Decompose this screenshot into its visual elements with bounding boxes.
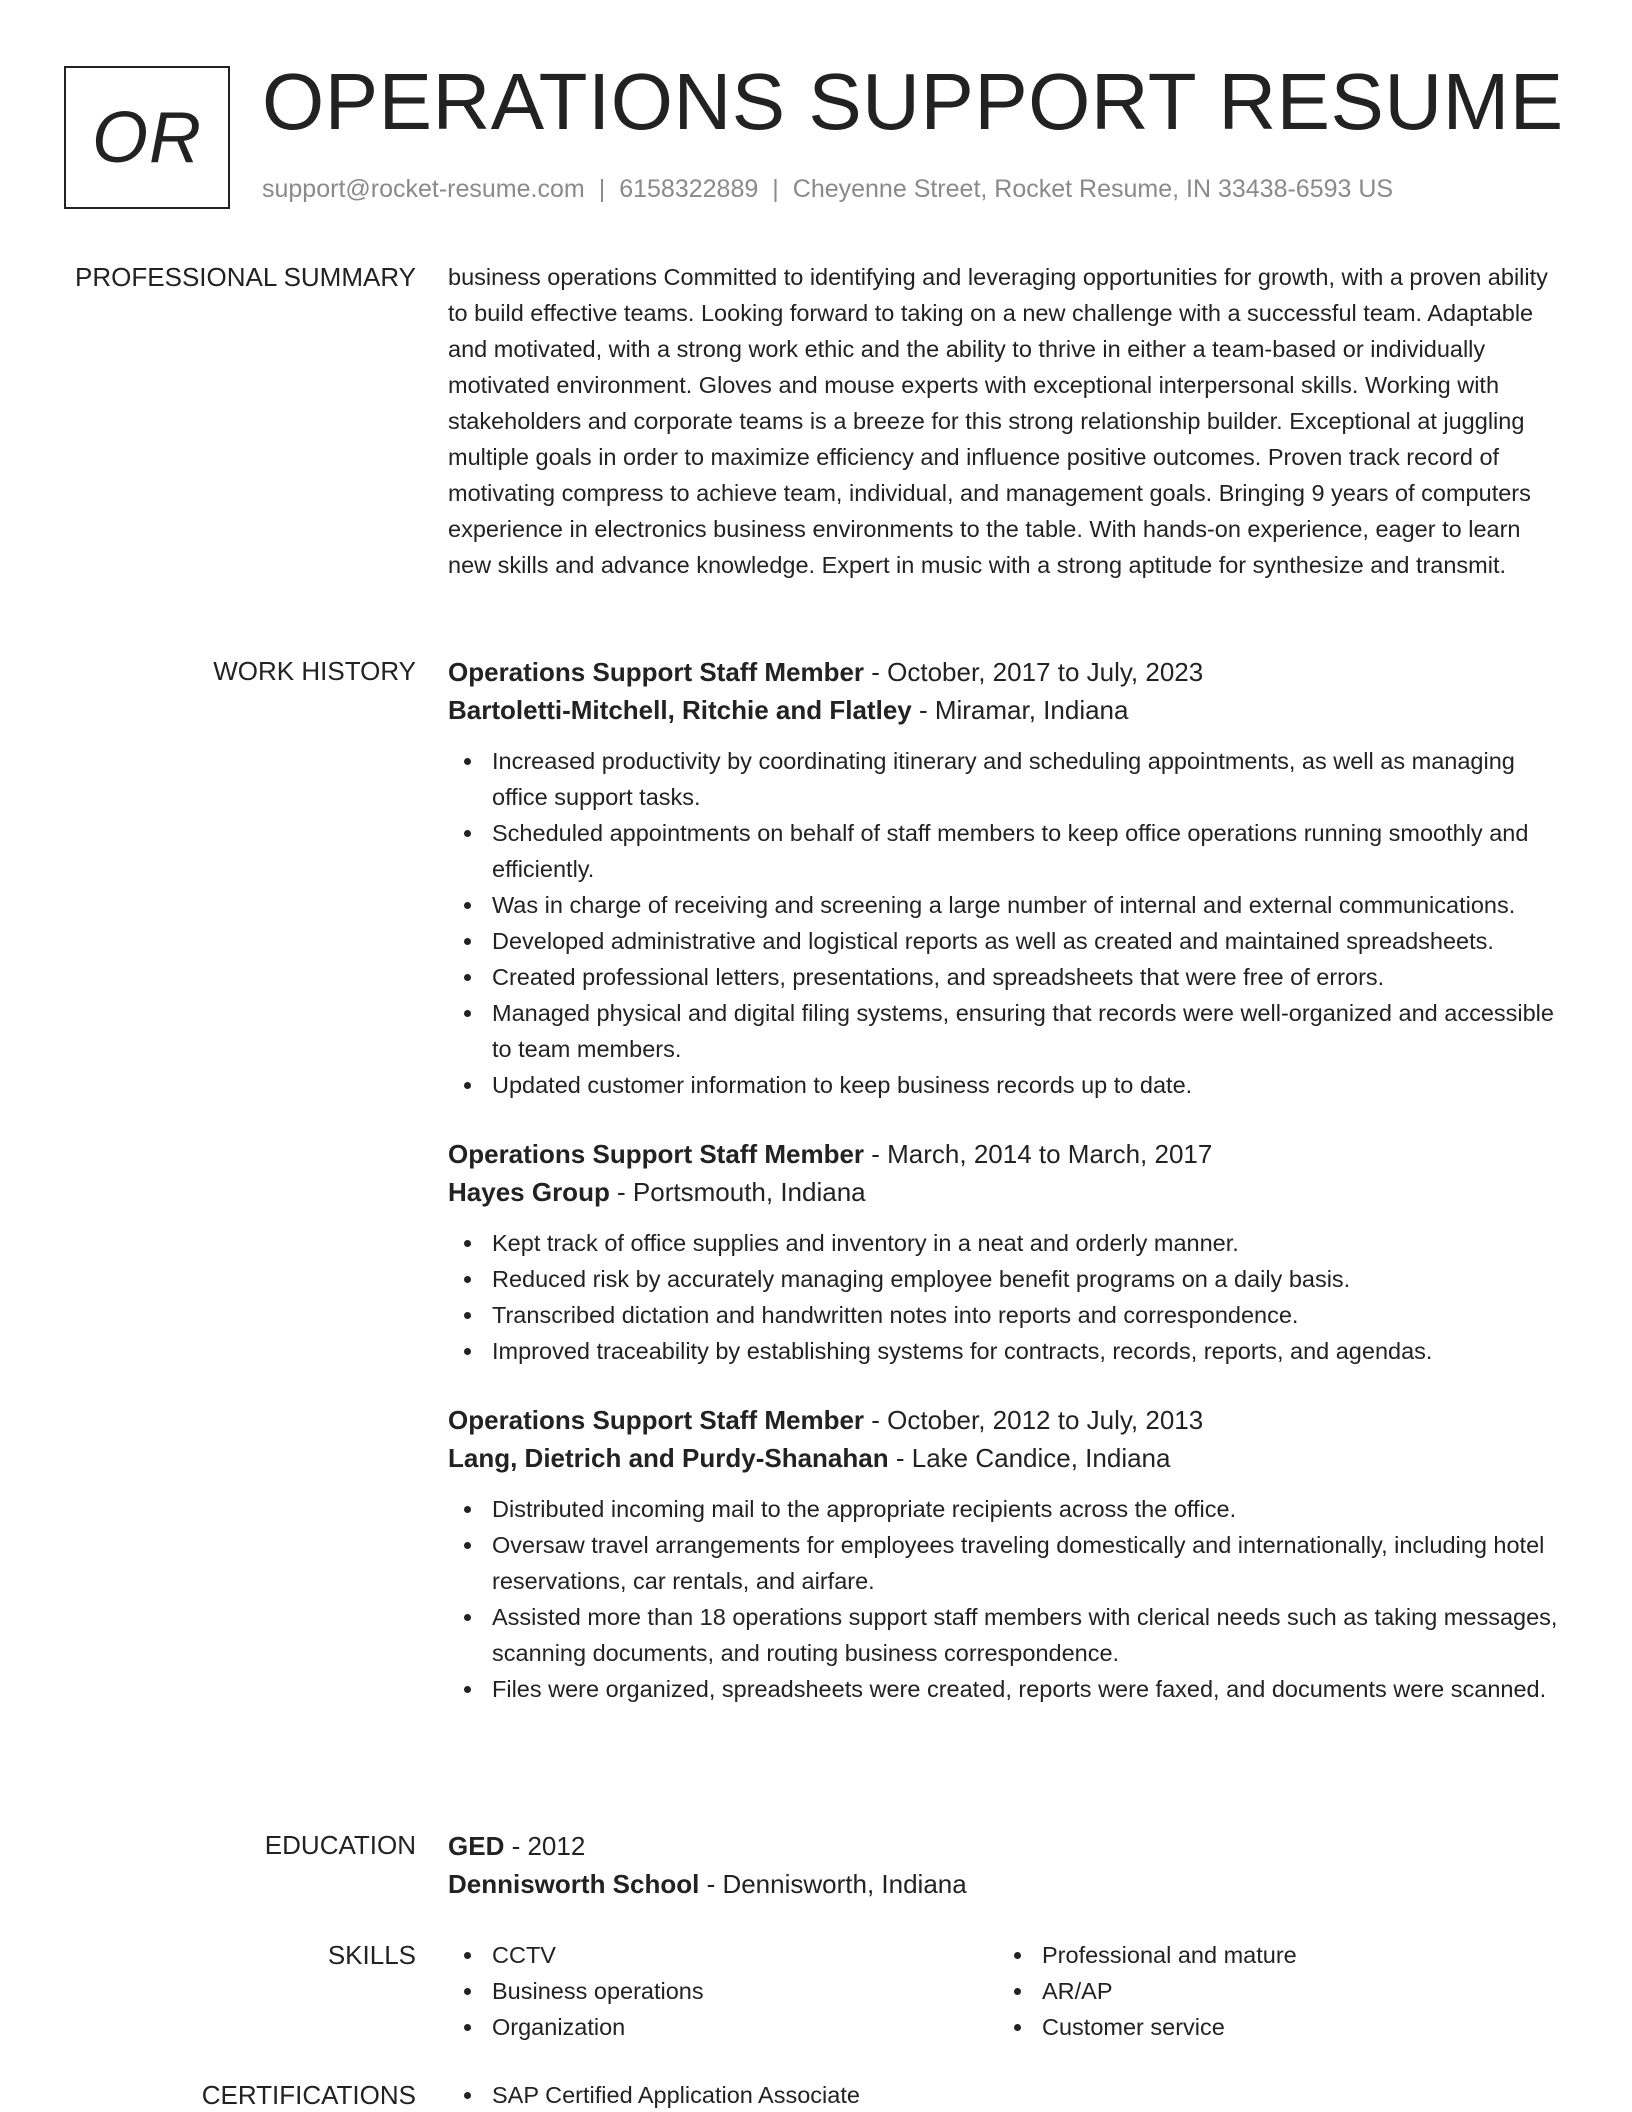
job-title: Operations Support Staff Member xyxy=(448,1139,865,1169)
summary-text: business operations Committed to identifying and leveraging opportunities for growth, with a proven ability to build effective teams. Looking forward to taking on a new challenge with a successful team. Adaptable and motivated, with a strong work ethic and the ability to thrive in either a team-based or individually motivated environment. Gloves and mouse experts with exceptional interpersonal skills. Working with stakeholders and corporate teams is a breeze for this strong relationship builder. Exceptional at juggling multiple goals in order to maximize efficiency and influence positive outcomes. Proven track record of motivating compress to achieve team, individual, and management goals. Bringing 9 years of computers experience in electronics business environments to the table. With hands-on experience, eager to learn new skills and advance knowledge. Expert in music with a strong aptitude for synthesize and transmit. xyxy=(448,264,1548,578)
summary-label: PROFESSIONAL SUMMARY xyxy=(75,262,416,292)
education-label: EDUCATION xyxy=(264,1830,416,1860)
job-entry xyxy=(448,653,1568,1103)
job-title: Operations Support Staff Member xyxy=(448,657,865,687)
job-bullet: Assisted more than 18 operations support staff members with clerical needs such as taking messages, scanning documents, and routing business correspondence. xyxy=(448,1599,1568,1671)
resume-title: OPERATIONS SUPPORT RESUME xyxy=(262,57,1564,146)
skills-label: SKILLS xyxy=(327,1940,416,1970)
job-bullet: Files were organized, spreadsheets were created, reports were faxed, and documents were scanned. xyxy=(448,1671,1568,1707)
job-bullet: Developed administrative and logistical reports as well as created and maintained spreadsheets. xyxy=(448,923,1568,959)
job-dates: - October, 2017 to July, 2023 xyxy=(864,657,1204,687)
skills-body xyxy=(448,1937,1568,2045)
job-location: - Miramar, Indiana xyxy=(911,695,1129,725)
job-bullet: Kept track of office supplies and inventory in a neat and orderly manner. xyxy=(448,1225,1568,1261)
job-bullet: Managed physical and digital filing systems, ensuring that records were well-organized and accessible to team members. xyxy=(448,995,1568,1067)
education-degree: GED xyxy=(448,1831,505,1861)
job-bullet: Created professional letters, presentations, and spreadsheets that were free of errors. xyxy=(448,959,1568,995)
job-dates: - March, 2014 to March, 2017 xyxy=(864,1139,1213,1169)
job-bullet: Transcribed dictation and handwritten notes into reports and correspondence. xyxy=(448,1297,1568,1333)
contact-address: Cheyenne Street, Rocket Resume, IN 33438-6593 US xyxy=(792,175,1394,203)
education-body xyxy=(448,1827,1568,1903)
skill-item: Business operations xyxy=(448,1973,998,2009)
work-history-body xyxy=(448,653,1568,1707)
skill-item: Organization xyxy=(448,2009,998,2045)
job-location: - Lake Candice, Indiana xyxy=(888,1443,1171,1473)
job-title-line xyxy=(448,1401,1568,1439)
job-bullet: Scheduled appointments on behalf of staff members to keep office operations running smoothly and efficiently. xyxy=(448,815,1568,887)
skills-grid xyxy=(448,1937,1568,2045)
job-bullet: Distributed incoming mail to the appropriate recipients across the office. xyxy=(448,1491,1568,1527)
contact-phone: 6158322889 xyxy=(619,175,759,203)
job-dates: - October, 2012 to July, 2013 xyxy=(864,1405,1204,1435)
contact-line xyxy=(262,175,1393,204)
job-bullet: Updated customer information to keep business records up to date. xyxy=(448,1067,1568,1103)
skills-column-right xyxy=(998,1937,1548,2045)
job-entry xyxy=(448,1135,1568,1369)
skill-item: Professional and mature xyxy=(998,1937,1548,1973)
certifications-list xyxy=(448,2077,1568,2112)
education-school: Dennisworth School xyxy=(448,1869,700,1899)
job-title: Operations Support Staff Member xyxy=(448,1405,865,1435)
certification-item: SAP Certified Application Associate xyxy=(448,2077,1568,2112)
certifications-body xyxy=(448,2077,1568,2112)
job-bullets xyxy=(448,1225,1568,1369)
job-bullet: Was in charge of receiving and screening a large number of internal and external communications. xyxy=(448,887,1568,923)
education-degree-line xyxy=(448,1827,1568,1865)
certifications-label: CERTIFICATIONS xyxy=(201,2080,416,2110)
skills-column-left xyxy=(448,1937,998,2045)
job-bullets xyxy=(448,1491,1568,1707)
skill-item: Customer service xyxy=(998,2009,1548,2045)
contact-separator: | xyxy=(772,175,779,203)
monogram-text: OR xyxy=(92,97,202,178)
job-company-line xyxy=(448,1439,1568,1477)
education-location: - Dennisworth, Indiana xyxy=(699,1869,967,1899)
job-company: Hayes Group xyxy=(448,1177,610,1207)
job-title-line xyxy=(448,653,1568,691)
job-bullet: Increased productivity by coordinating itinerary and scheduling appointments, as well as managing office support tasks. xyxy=(448,743,1568,815)
job-company: Lang, Dietrich and Purdy-Shanahan xyxy=(448,1443,889,1473)
education-year: - 2012 xyxy=(504,1831,586,1861)
job-company-line xyxy=(448,691,1568,729)
job-title-line xyxy=(448,1135,1568,1173)
skill-item: CCTV xyxy=(448,1937,998,1973)
job-bullet: Reduced risk by accurately managing employee benefit programs on a daily basis. xyxy=(448,1261,1568,1297)
job-bullets xyxy=(448,743,1568,1103)
contact-separator: | xyxy=(598,175,606,203)
job-company-line xyxy=(448,1173,1568,1211)
education-school-line xyxy=(448,1865,1568,1903)
work-history-label: WORK HISTORY xyxy=(213,656,416,686)
monogram-box xyxy=(64,66,230,209)
job-bullet: Improved traceability by establishing systems for contracts, records, reports, and agendas. xyxy=(448,1333,1568,1369)
job-company: Bartoletti-Mitchell, Ritchie and Flatley xyxy=(448,695,912,725)
job-bullet: Oversaw travel arrangements for employees traveling domestically and internationally, including hotel reservations, car rentals, and airfare. xyxy=(448,1527,1568,1599)
skill-item: AR/AP xyxy=(998,1973,1548,2009)
job-location: - Portsmouth, Indiana xyxy=(609,1177,866,1207)
contact-email: support@rocket-resume.com xyxy=(262,175,585,203)
job-entry xyxy=(448,1401,1568,1707)
